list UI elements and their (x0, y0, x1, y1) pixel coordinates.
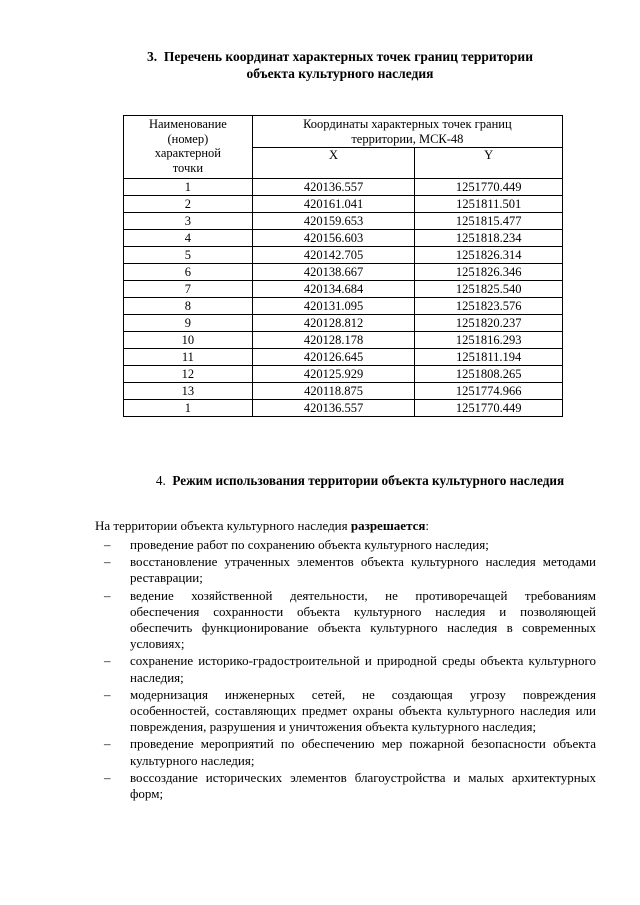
section-4-number: 4. (155, 473, 166, 488)
section-3-number: 3. (147, 49, 158, 64)
x-coordinate-cell: 420128.178 (252, 332, 415, 349)
point-number-cell: 9 (124, 315, 253, 332)
point-number-cell: 5 (124, 247, 253, 264)
y-coordinate-cell: 1251820.237 (415, 315, 563, 332)
list-item: – восстановление утраченных элементов объекта культурного наследия методами реставрации; (100, 554, 596, 586)
intro-bold: разрешается (350, 518, 426, 533)
y-coordinate-cell: 1251826.346 (415, 264, 563, 281)
y-coordinate-cell: 1251811.501 (415, 196, 563, 213)
x-coordinate-cell: 420136.557 (252, 179, 415, 196)
table-row (124, 247, 563, 264)
list-item: – сохранение историко-градостроительной и природной среды объекта культурного наследия; (100, 653, 596, 685)
point-number-cell: 3 (124, 213, 253, 230)
section-3-title (100, 48, 580, 82)
table-row (124, 196, 563, 213)
y-coordinate-cell: 1251826.314 (415, 247, 563, 264)
table-row (124, 298, 563, 315)
header-line: характерной (154, 146, 221, 160)
x-coordinate-cell: 420131.095 (252, 298, 415, 315)
point-number-cell: 11 (124, 349, 253, 366)
y-coordinate-cell: 1251808.265 (415, 366, 563, 383)
y-coordinate-cell: 1251770.449 (415, 179, 563, 196)
permitted-activities-list (100, 537, 596, 803)
y-coordinate-cell: 1251823.576 (415, 298, 563, 315)
point-number-cell: 12 (124, 366, 253, 383)
section-3-title-line1: Перечень координат характерных точек границ территории (163, 49, 533, 64)
intro-tail: : (425, 518, 430, 533)
section-4-title (110, 472, 610, 489)
table-row (124, 332, 563, 349)
y-coordinate-cell: 1251825.540 (415, 281, 563, 298)
table-row (124, 264, 563, 281)
y-coordinate-cell: 1251774.966 (415, 383, 563, 400)
point-number-cell: 8 (124, 298, 253, 315)
x-coordinate-cell: 420138.667 (252, 264, 415, 281)
x-header: X (252, 148, 415, 179)
list-item: – ведение хозяйственной деятельности, не противоречащей требованиям обеспечения сохранности объекта культурного наследия и позволяющей обеспечить функционирование объекта культурного наследия в современных условиях; (100, 588, 596, 653)
x-coordinate-cell: 420142.705 (252, 247, 415, 264)
y-header: Y (415, 148, 563, 179)
table-row (124, 315, 563, 332)
y-coordinate-cell: 1251816.293 (415, 332, 563, 349)
y-coordinate-cell: 1251770.449 (415, 400, 563, 417)
list-item: – модернизация инженерных сетей, не создающая угрозу повреждения особенностей, составляющих предмет охраны объекта культурного наследия или повреждения, разрушения и уничтожения объекта культурного наследия; (100, 687, 596, 736)
permitted-intro (95, 518, 429, 534)
list-item: – проведение работ по сохранению объекта культурного наследия; (100, 537, 596, 553)
section-3-title-line2: объекта культурного наследия (246, 66, 434, 81)
header-line: Наименование (148, 117, 227, 131)
coordinates-group-header: Координаты характерных точек границ территории, МСК-48 (252, 116, 562, 148)
table-row (124, 366, 563, 383)
intro-text: На территории объекта культурного наследия (95, 518, 351, 533)
table-row (124, 400, 563, 417)
point-number-cell: 2 (124, 196, 253, 213)
table-row (124, 383, 563, 400)
x-coordinate-cell: 420156.603 (252, 230, 415, 247)
list-item: – воссоздание исторических элементов благоустройства и малых архитектурных форм; (100, 770, 596, 802)
table-row (124, 349, 563, 366)
x-coordinate-cell: 420161.041 (252, 196, 415, 213)
y-coordinate-cell: 1251815.477 (415, 213, 563, 230)
coordinates-table (123, 115, 563, 417)
header-line: (номер) (167, 131, 209, 146)
point-number-cell: 7 (124, 281, 253, 298)
table-row (124, 281, 563, 298)
point-number-cell: 1 (124, 179, 253, 196)
section-4-title-text: Режим использования территории объекта культурного наследия (172, 473, 565, 488)
x-coordinate-cell: 420136.557 (252, 400, 415, 417)
table-row (124, 179, 563, 196)
y-coordinate-cell: 1251811.194 (415, 349, 563, 366)
point-number-cell: 6 (124, 264, 253, 281)
x-coordinate-cell: 420118.875 (252, 383, 415, 400)
x-coordinate-cell: 420126.645 (252, 349, 415, 366)
point-number-cell: 1 (124, 400, 253, 417)
header-line: точки (172, 160, 204, 175)
y-coordinate-cell: 1251818.234 (415, 230, 563, 247)
point-number-cell: 10 (124, 332, 253, 349)
table-row (124, 213, 563, 230)
point-number-cell: 13 (124, 383, 253, 400)
point-number-cell: 4 (124, 230, 253, 247)
x-coordinate-cell: 420159.653 (252, 213, 415, 230)
list-item: – проведение мероприятий по обеспечению мер пожарной безопасности объекта культурного наследия; (100, 736, 596, 768)
x-coordinate-cell: 420125.929 (252, 366, 415, 383)
x-coordinate-cell: 420128.812 (252, 315, 415, 332)
table-row (124, 230, 563, 247)
point-name-header (124, 116, 253, 179)
x-coordinate-cell: 420134.684 (252, 281, 415, 298)
